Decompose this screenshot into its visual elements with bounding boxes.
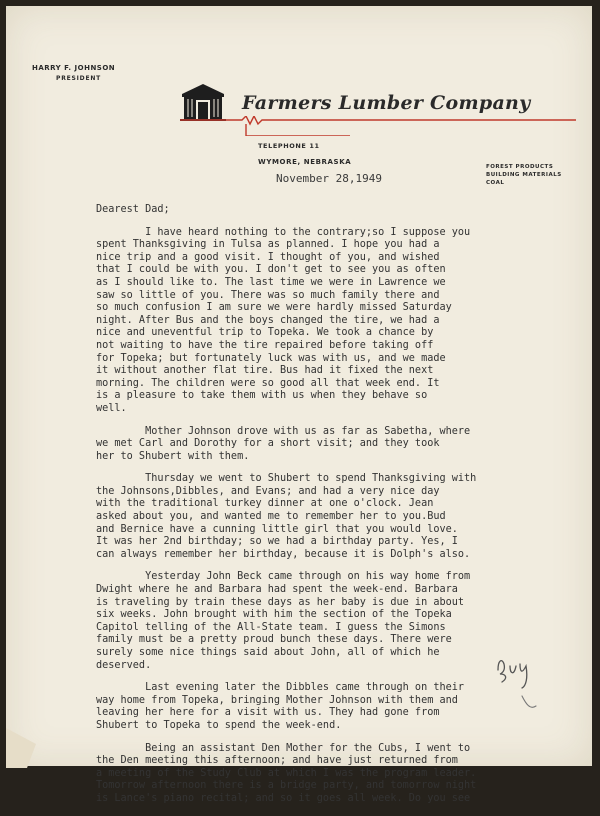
text-line: six weeks. John brought with him the section of the Topeka xyxy=(96,609,452,621)
text-line: is a pleasure to take them with us when they behave so xyxy=(96,390,428,402)
letter-page xyxy=(6,6,592,804)
text-line: asked about you, and wanted me to remember her to you.Bud xyxy=(96,511,446,523)
company-name: Farmers Lumber Company xyxy=(242,92,531,114)
text-line: the Johnsons,Dibbles, and Evans; and had a very nice day xyxy=(96,485,440,497)
text-line: so much confusion I am sure we were hardly missed Saturday xyxy=(96,302,452,314)
product-list xyxy=(486,163,562,187)
letter-body xyxy=(96,204,576,816)
product-item: FOREST PRODUCTS xyxy=(486,164,554,170)
paragraph xyxy=(96,426,576,464)
text-line: Shubert to Topeka to spend the week-end. xyxy=(96,719,342,731)
text-line: way home from Topeka, bringing Mother Johnson with them and xyxy=(96,694,458,706)
text-line: Capitol telling of the All-State team. I guess the Simons xyxy=(96,621,446,633)
text-line: surely some nice things said about John, all of which he xyxy=(96,647,440,658)
text-line: family must be a pretty proud bunch these days. There were xyxy=(96,634,452,646)
text-line: leaving her here for a visit with us. They had gone from xyxy=(96,707,440,719)
paragraph xyxy=(96,743,576,806)
text-line: can always remember her birthday, because it is Dolph's also. xyxy=(96,548,471,560)
text-line: it without another flat tire. Bus had it fixed the next xyxy=(96,365,434,377)
text-line: Mother Johnson drove with us as far as Sabetha, where xyxy=(96,425,471,437)
text-line: Tomorrow afternoon there is a bridge party, and tomorrow night xyxy=(96,780,477,792)
letterhead-rule xyxy=(180,116,576,136)
text-line: night. After Bus and the boys changed the tire, we had a xyxy=(96,314,440,326)
text-line: nice trip and a good visit. I thought of you, and wished xyxy=(96,251,440,263)
text-line: is Lance's piano recital; and so it goes all week. Do you see xyxy=(96,792,471,804)
telephone: TELEPHONE 11 xyxy=(258,142,320,150)
salutation: Dearest Dad; xyxy=(96,204,170,215)
text-line: Being an assistant Den Mother for the Cubs, I went to xyxy=(96,742,471,754)
text-line: spent Thanksgiving in Tulsa as planned. I hope you had a xyxy=(96,239,440,251)
text-line: Thursday we went to Shubert to spend Thanksgiving with xyxy=(96,473,477,485)
text-line: It was her 2nd birthday; so we had a birthday party. Yes, I xyxy=(96,536,458,548)
paragraphs xyxy=(96,227,576,806)
product-item: BUILDING MATERIALS xyxy=(486,172,562,178)
paragraph xyxy=(96,473,576,561)
officer-name: HARRY F. JOHNSON xyxy=(32,64,116,72)
text-line: Yesterday John Beck came through on his way home from xyxy=(96,571,471,583)
text-line: as I should like to. The last time we were in Lawrence we xyxy=(96,276,446,288)
officer-block xyxy=(32,64,115,82)
product-item: COAL xyxy=(486,180,505,186)
text-line: we met Carl and Dorothy for a short visit; and they took xyxy=(96,438,440,450)
paragraph xyxy=(96,227,576,416)
text-line: Last evening later the Dibbles came through on their xyxy=(96,682,465,694)
text-line: her to Shubert with them. xyxy=(96,450,250,462)
location: WYMORE, NEBRASKA xyxy=(258,158,352,166)
text-line: for Topeka; but fortunately luck was with us, and we made xyxy=(96,352,446,364)
text-line: and Bernice have a cunning little girl that you would love. xyxy=(96,523,458,535)
text-line: the Den meeting this afternoon; and have just returned from xyxy=(96,755,458,767)
text-line: with the traditional turkey dinner at one o'clock. Jean xyxy=(96,498,434,510)
text-line: not waiting to have the tire repaired before taking off xyxy=(96,339,434,351)
text-line: saw so little of you. There was so much family there and xyxy=(96,289,440,301)
text-line: I have heard nothing to the contrary;so I suppose you xyxy=(96,226,471,238)
text-line: deserved. xyxy=(96,659,152,671)
text-line: Dwight where he and Barbara had spent the week-end. Barbara xyxy=(96,584,458,596)
text-line: is traveling by train these days as her baby is due in about xyxy=(96,596,465,608)
handwritten-initials xyxy=(492,652,552,712)
officer-title: PRESIDENT xyxy=(56,75,102,82)
text-line: well. xyxy=(96,402,127,414)
text-line: nice and uneventful trip to Topeka. We took a chance by xyxy=(96,327,434,339)
letter-date: November 28,1949 xyxy=(276,172,382,185)
text-line: a meeting of the Study Club at which I was the program leader. xyxy=(96,767,477,779)
text-line: morning. The children were so good all that week end. It xyxy=(96,377,440,389)
text-line: that I could be with you. I don't get to see you as often xyxy=(96,264,446,276)
